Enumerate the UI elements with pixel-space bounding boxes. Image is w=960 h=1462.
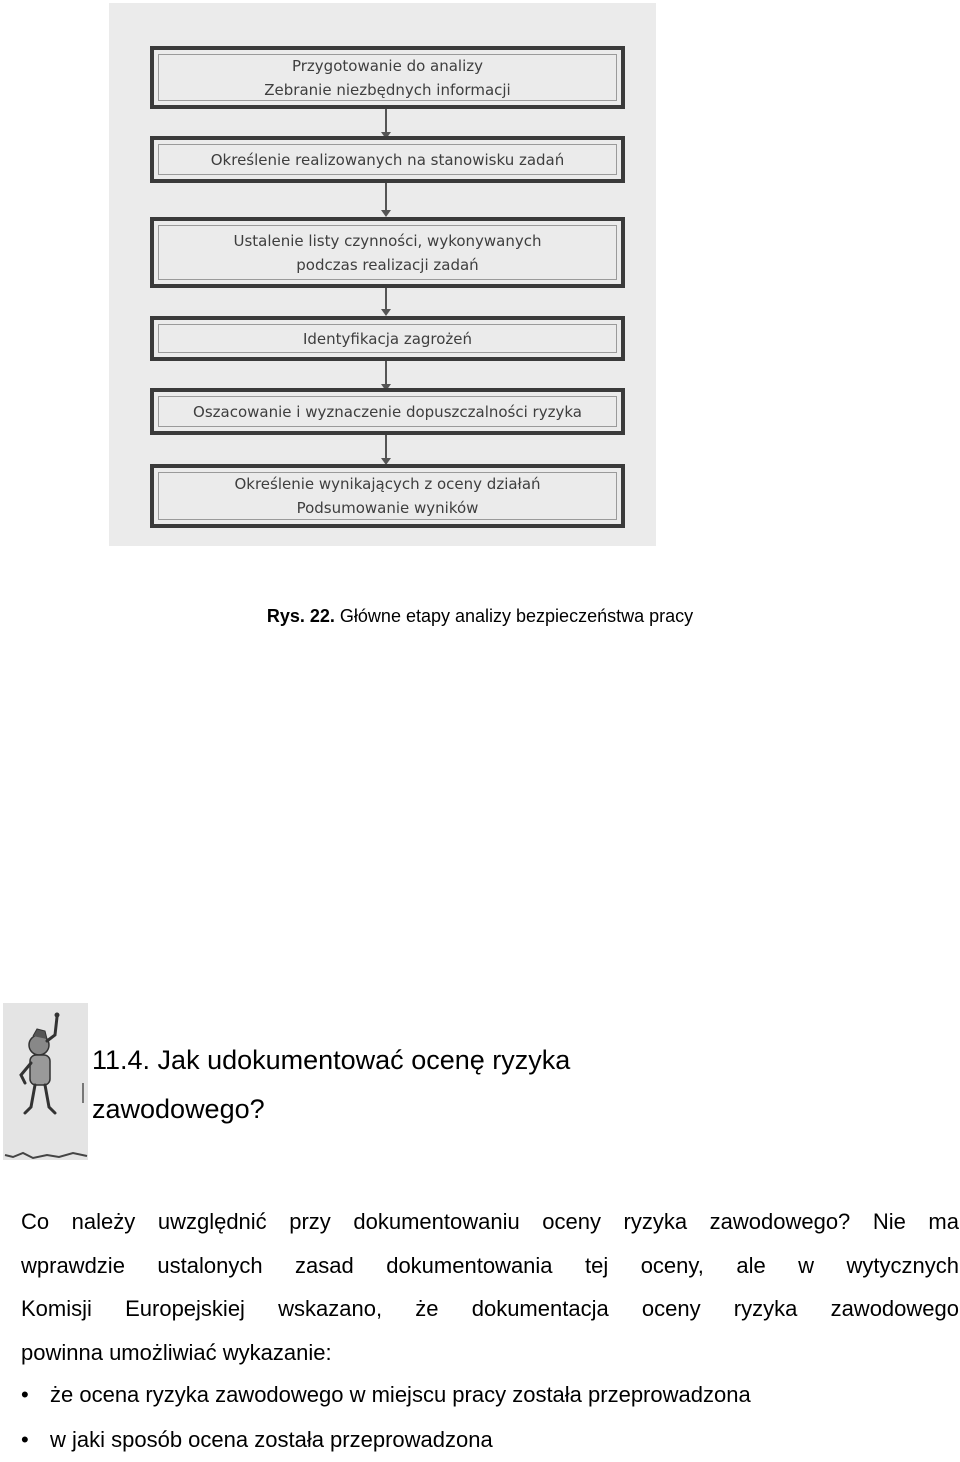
- flow-arrow-5: [385, 435, 387, 459]
- flow-step-1-line-1: Przygotowanie do analizy: [291, 56, 484, 75]
- section-heading-line-2: zawodowego?: [92, 1094, 265, 1124]
- list-item-text: w jaki sposób ocena została przeprowadzona: [50, 1427, 493, 1452]
- flow-arrow-1: [385, 109, 387, 133]
- flow-step-5: [150, 388, 625, 435]
- bullet-icon: •: [21, 1427, 29, 1452]
- body-paragraph: [21, 1200, 959, 1374]
- section-heading-line-1: 11.4. Jak udokumentować ocenę ryzyka: [92, 1045, 571, 1075]
- flowchart-figure: [109, 3, 656, 546]
- paragraph-line-4: powinna umożliwiać wykazanie:: [21, 1339, 332, 1365]
- flow-arrow-4: [385, 361, 387, 385]
- paragraph-line-2: wprawdzie ustalonych zasad dokumentowania tej oceny, ale w wytycznych: [21, 1252, 959, 1278]
- mascot-figure-icon: [3, 1003, 88, 1160]
- flow-step-6: [150, 464, 625, 528]
- paragraph-line-3: Komisji Europejskiej wskazano, że dokumentacja oceny ryzyka zawodowego: [21, 1296, 959, 1321]
- flow-step-2: [150, 136, 625, 183]
- flow-arrow-3: [385, 288, 387, 310]
- flow-step-3-line-2: podczas realizacji zadań: [296, 255, 479, 274]
- bullet-list: [21, 1372, 959, 1462]
- list-item-text: że ocena ryzyka zawodowego w miejscu pracy została przeprowadzona: [50, 1382, 751, 1407]
- flow-step-6-line-2: Podsumowanie wyników: [296, 499, 479, 517]
- flow-step-4-line-1: Identyfikacja zagrożeń: [302, 329, 473, 348]
- section-heading: [92, 1036, 712, 1134]
- flow-step-4: [150, 316, 625, 361]
- flow-step-5-line-1: Oszacowanie i wyznaczenie dopuszczalności ryzyka: [193, 402, 582, 421]
- caption-label: Rys. 22.: [266, 606, 335, 626]
- flow-step-3: [150, 217, 625, 288]
- figure-caption: [0, 606, 960, 627]
- paragraph-line-1: Co należy uwzględnić przy dokumentowaniu oceny ryzyka zawodowego? Nie ma: [21, 1209, 959, 1234]
- flow-arrow-2: [385, 183, 387, 211]
- bullet-icon: •: [21, 1382, 29, 1407]
- list-item: [21, 1372, 959, 1417]
- flow-step-1-line-2: Zebranie niezbędnych informacji: [264, 80, 511, 99]
- flow-step-2-line-1: Określenie realizowanych na stanowisku zadań: [210, 150, 565, 169]
- flow-step-6-line-1: Określenie wynikających z oceny działań: [234, 475, 541, 493]
- flow-step-1: [150, 46, 625, 109]
- caption-text: Główne etapy analizy bezpieczeństwa pracy: [334, 606, 694, 626]
- flow-step-3-line-1: Ustalenie listy czynności, wykonywanych: [233, 231, 542, 250]
- list-item: [21, 1417, 959, 1462]
- mascot-pointing-icon: [3, 1003, 88, 1160]
